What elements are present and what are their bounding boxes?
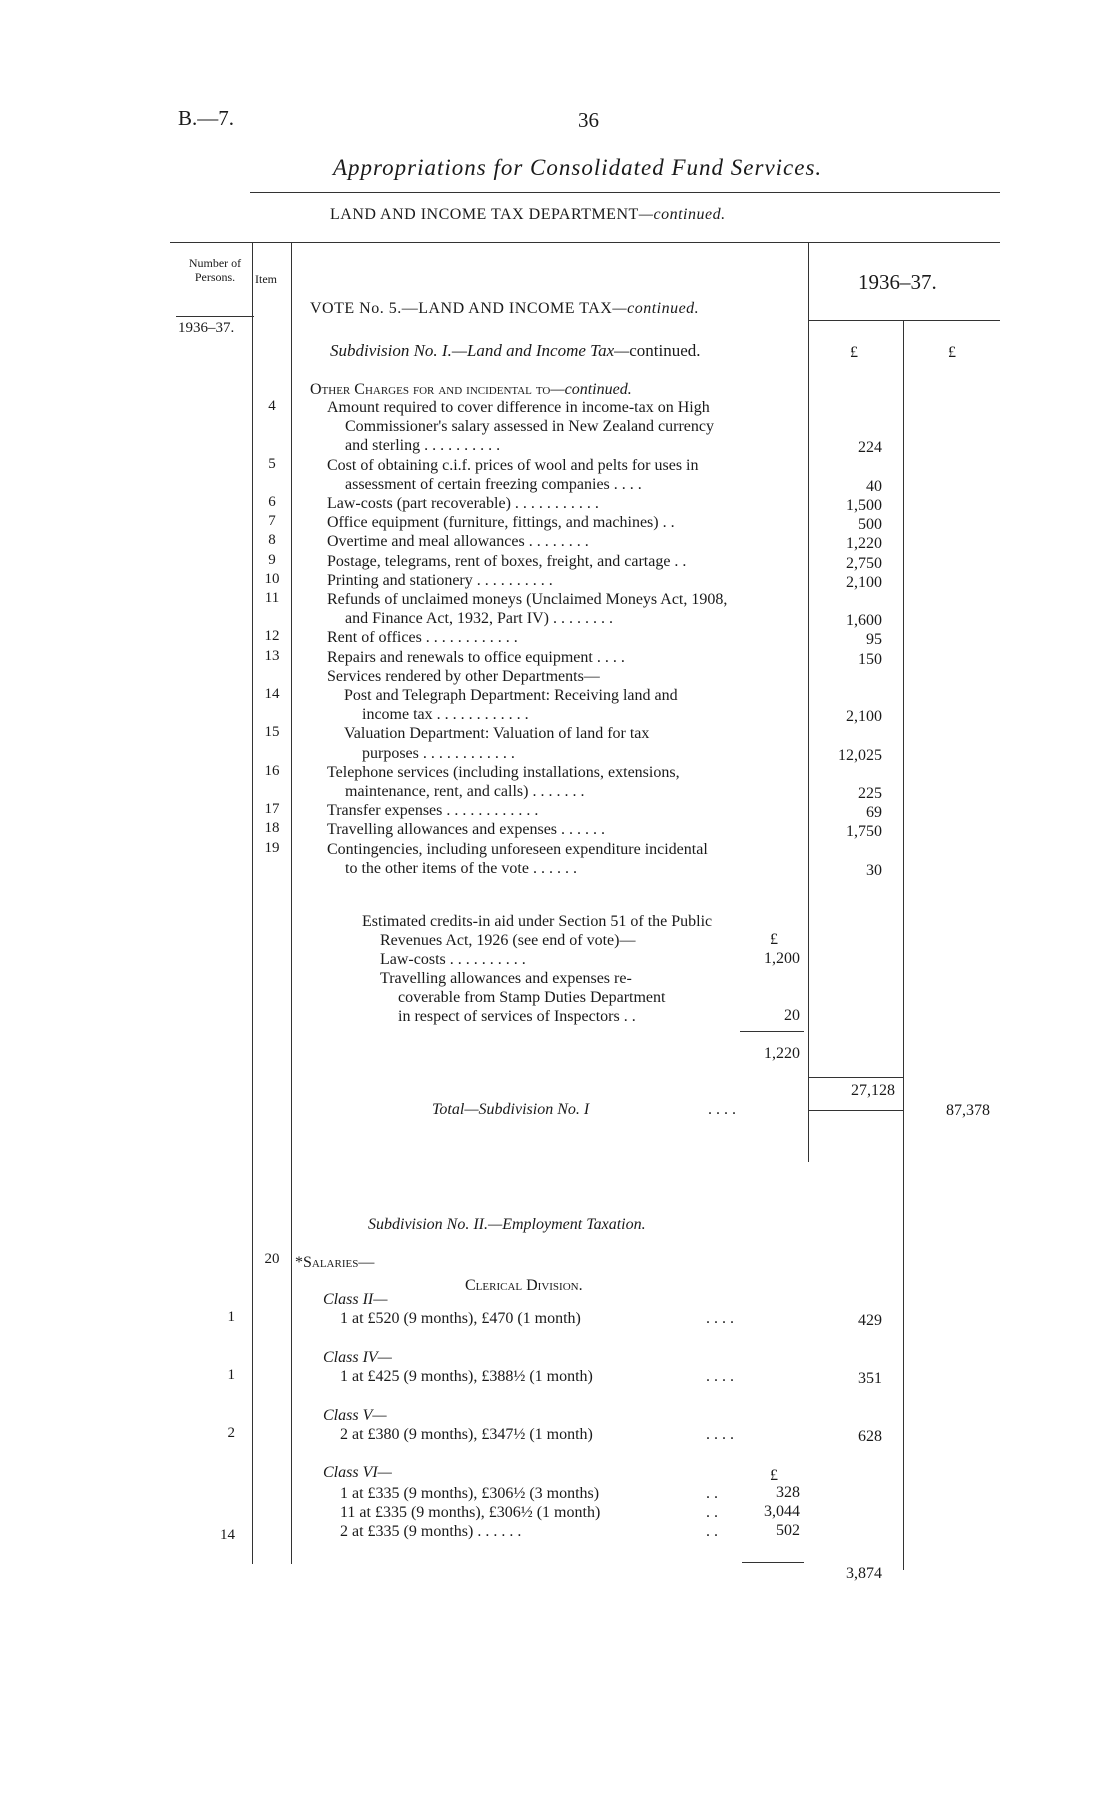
item-number-4: 4 bbox=[268, 398, 276, 414]
credits-law-costs-amount: 1,200 bbox=[764, 950, 800, 967]
charge-line: to the other items of the vote . . . . . . bbox=[345, 859, 577, 877]
item-number-16: 16 bbox=[264, 762, 280, 779]
persons-year-label: 1936–37. bbox=[178, 320, 235, 336]
credits-heading-line-1: Estimated credits-in aid under Section 51 of the Public bbox=[362, 913, 713, 930]
item-number-5: 5 bbox=[268, 455, 276, 472]
charge-line: purposes . . . . . . . . . . . . bbox=[362, 744, 515, 762]
class-amount: 351 bbox=[858, 1370, 882, 1387]
charge-line: maintenance, rent, and calls) . . . . . . . bbox=[345, 783, 585, 800]
charge-amount: 40 bbox=[866, 477, 882, 495]
persons-header-rule bbox=[176, 316, 254, 317]
charge-line: Amount required to cover difference in income-tax on High bbox=[327, 399, 710, 416]
charge-amount: 1,750 bbox=[846, 823, 882, 841]
pound-sign-column-2: £ bbox=[948, 344, 956, 361]
page-title: Appropriations for Consolidated Fund Services. bbox=[333, 155, 823, 180]
year-header-rule bbox=[808, 320, 1000, 321]
department-name: LAND AND INCOME TAX DEPARTMENT bbox=[330, 206, 639, 223]
charge-amount: 1,500 bbox=[846, 497, 882, 514]
class-vi-pound-sign: £ bbox=[770, 1467, 778, 1484]
charge-amount: 500 bbox=[858, 516, 882, 534]
charge-line: Office equipment (furniture, fittings, and machines) . . bbox=[327, 514, 675, 532]
class-vi-amount: 328 bbox=[776, 1484, 800, 1501]
class-vi-dots: . . bbox=[706, 1523, 718, 1540]
credits-travel-line-3: in respect of services of Inspectors . . bbox=[398, 1008, 636, 1025]
class-persons: 2 bbox=[227, 1425, 235, 1441]
subdivision-2-title: Subdivision No. II.—Employment Taxation. bbox=[368, 1216, 646, 1233]
other-charges-heading bbox=[310, 380, 632, 399]
charge-line: Commissioner's salary assessed in New Zealand currency bbox=[345, 418, 714, 436]
item-number-6: 6 bbox=[268, 494, 276, 510]
charge-amount: 1,600 bbox=[846, 612, 882, 630]
item-number-8: 8 bbox=[268, 532, 276, 549]
other-charges-heading-suffix: —continued. bbox=[550, 381, 632, 398]
item-number-9: 9 bbox=[268, 551, 276, 568]
class-salary-line: 2 at £380 (9 months), £347½ (1 month) bbox=[340, 1426, 593, 1443]
class-vi-dots: . . bbox=[706, 1504, 718, 1521]
charge-amount: 30 bbox=[866, 861, 882, 879]
credits-travel-line-1: Travelling allowances and expenses re- bbox=[380, 970, 632, 987]
class-vi-salary-line: 11 at £335 (9 months), £306½ (1 month) bbox=[340, 1504, 601, 1521]
subdivision-1-total-rule-bottom bbox=[808, 1110, 903, 1111]
page-reference: B.—7. bbox=[178, 106, 235, 130]
class-vi-salary-line: 1 at £335 (9 months), £306½ (3 months) bbox=[340, 1485, 600, 1502]
class-salary-line: 1 at £425 (9 months), £388½ (1 month) bbox=[340, 1368, 593, 1385]
subdivision-1-title bbox=[330, 341, 701, 361]
item-number-7: 7 bbox=[268, 513, 276, 530]
class-amount: 429 bbox=[858, 1312, 882, 1329]
item-number-19: 19 bbox=[264, 839, 280, 856]
credits-total: 1,220 bbox=[764, 1045, 800, 1062]
charge-amount: 95 bbox=[866, 631, 882, 649]
subdivision-1-text: Subdivision No. I.—Land and Income Tax— bbox=[330, 341, 630, 360]
item-number-13: 13 bbox=[264, 647, 280, 664]
charge-line: Cost of obtaining c.i.f. prices of wool and pelts for uses in bbox=[327, 456, 699, 474]
charge-amount: 12,025 bbox=[838, 746, 882, 764]
other-charges-heading-text: Other Charges for and incidental to bbox=[310, 381, 551, 398]
vote-total-amount: 87,378 bbox=[946, 1102, 990, 1119]
class-vi-amount: 502 bbox=[776, 1522, 800, 1539]
item-number-17: 17 bbox=[264, 801, 280, 818]
subdivision-1-suffix: continued. bbox=[629, 341, 701, 360]
department-suffix: —continued. bbox=[638, 206, 726, 223]
charge-amount: 69 bbox=[866, 804, 882, 822]
vote-title-suffix: —continued. bbox=[612, 300, 700, 317]
charge-line: Transfer expenses . . . . . . . . . . . . bbox=[327, 802, 539, 820]
class-vi-label: Class VI— bbox=[323, 1464, 392, 1481]
description-column-rule bbox=[291, 242, 292, 1564]
class-dots: . . . . bbox=[706, 1426, 734, 1443]
item-number-20: 20 bbox=[264, 1251, 280, 1267]
class-vi-total-rule bbox=[742, 1562, 804, 1563]
item-number-10: 10 bbox=[264, 570, 280, 587]
vote-title-text: VOTE No. 5.—LAND AND INCOME TAX bbox=[310, 300, 613, 317]
subdivision-1-total-amount: 27,128 bbox=[851, 1082, 895, 1099]
services-heading: Services rendered by other Departments— bbox=[327, 667, 600, 685]
class-dots: . . . . bbox=[706, 1368, 734, 1385]
class-vi-dots: . . bbox=[706, 1485, 718, 1502]
charge-line: and sterling . . . . . . . . . . bbox=[345, 437, 501, 455]
item-column-label: Item bbox=[255, 272, 277, 286]
charge-line: Repairs and renewals to office equipment . . . . bbox=[327, 648, 625, 666]
class-dots: . . . . bbox=[706, 1310, 734, 1327]
charge-line: Overtime and meal allowances . . . . . . . . bbox=[327, 533, 589, 551]
charge-line: Post and Telegraph Department: Receiving land and bbox=[344, 687, 678, 704]
charge-line: and Finance Act, 1932, Part IV) . . . . . . . . bbox=[345, 610, 613, 628]
charge-line: Refunds of unclaimed moneys (Unclaimed Moneys Act, 1908, bbox=[327, 591, 728, 608]
credits-travel-line-2: coverable from Stamp Duties Department bbox=[398, 989, 666, 1006]
salaries-heading: *Salaries— bbox=[295, 1254, 375, 1271]
pound-sign-column-1: £ bbox=[850, 344, 858, 361]
year-column-label: 1936–37. bbox=[858, 270, 937, 294]
class-vi-salary-line: 2 at £335 (9 months) . . . . . . bbox=[340, 1523, 522, 1540]
charge-line: Rent of offices . . . . . . . . . . . . bbox=[327, 629, 518, 647]
item-number-15: 15 bbox=[264, 724, 280, 741]
charge-line: Postage, telegrams, rent of boxes, freight, and cartage . . bbox=[327, 552, 687, 570]
total-column-rule bbox=[903, 320, 904, 1570]
table-top-rule bbox=[170, 242, 1000, 243]
vote-title bbox=[310, 300, 699, 318]
charge-amount: 2,100 bbox=[846, 708, 882, 726]
item-column-rule bbox=[252, 242, 253, 1564]
charge-amount: 150 bbox=[858, 650, 882, 668]
credits-travel-amount: 20 bbox=[784, 1007, 800, 1024]
class-persons: 1 bbox=[227, 1309, 235, 1325]
class-label: Class IV— bbox=[323, 1349, 392, 1366]
subdivision-1-total-dots: . . . . bbox=[708, 1101, 736, 1118]
charge-amount: 224 bbox=[858, 439, 882, 457]
charge-line: Printing and stationery . . . . . . . . . . bbox=[327, 571, 553, 589]
title-rule bbox=[250, 192, 1000, 193]
charge-amount: 225 bbox=[858, 785, 882, 802]
class-salary-line: 1 at £520 (9 months), £470 (1 month) bbox=[340, 1310, 581, 1327]
charge-amount: 2,100 bbox=[846, 573, 882, 591]
credits-pound-sign: £ bbox=[770, 931, 778, 948]
charge-line: Valuation Department: Valuation of land for tax bbox=[344, 725, 650, 743]
class-persons: 1 bbox=[227, 1367, 235, 1383]
charge-line: Contingencies, including unforeseen expenditure incidental bbox=[327, 840, 708, 858]
persons-column-label: Number of Persons. bbox=[188, 256, 242, 284]
item-number-11: 11 bbox=[264, 590, 280, 606]
credits-heading-line-2: Revenues Act, 1926 (see end of vote)— bbox=[380, 932, 636, 949]
charge-line: income tax . . . . . . . . . . . . bbox=[362, 706, 529, 724]
charge-line: Telephone services (including installations, extensions, bbox=[327, 763, 680, 781]
charge-line: Travelling allowances and expenses . . . . . . bbox=[327, 821, 606, 839]
item-number-18: 18 bbox=[264, 820, 280, 837]
clerical-division-heading: Clerical Division. bbox=[465, 1277, 583, 1294]
class-vi-total: 3,874 bbox=[846, 1565, 882, 1582]
charge-amount: 1,220 bbox=[846, 535, 882, 553]
class-vi-persons: 14 bbox=[220, 1527, 235, 1543]
class-amount: 628 bbox=[858, 1428, 882, 1445]
page-number: 36 bbox=[578, 108, 599, 132]
department-heading bbox=[330, 206, 726, 224]
subdivision-1-total-label: Total—Subdivision No. I bbox=[432, 1101, 590, 1118]
credits-total-rule bbox=[740, 1031, 804, 1032]
charge-line: Law-costs (part recoverable) . . . . . . . . . . . bbox=[327, 495, 599, 512]
class-label: Class II— bbox=[323, 1291, 388, 1308]
charge-amount: 2,750 bbox=[846, 554, 882, 572]
charge-line: assessment of certain freezing companies . . . . bbox=[345, 475, 642, 493]
subdivision-1-total-rule-top bbox=[808, 1077, 903, 1078]
class-vi-amount: 3,044 bbox=[764, 1503, 800, 1520]
credits-law-costs-label: Law-costs . . . . . . . . . . bbox=[380, 951, 526, 968]
item-number-14: 14 bbox=[264, 686, 280, 702]
amount-column-rule bbox=[808, 242, 809, 1162]
item-number-12: 12 bbox=[264, 628, 280, 645]
class-label: Class V— bbox=[323, 1407, 387, 1424]
